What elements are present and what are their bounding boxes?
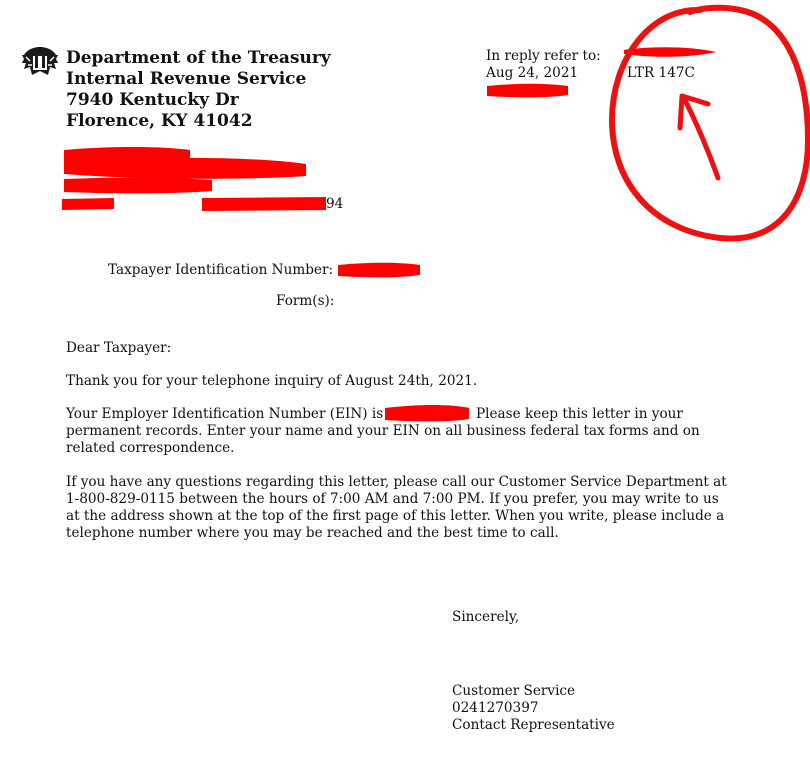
- redaction-reference-number: [624, 47, 716, 57]
- annotation-circle: [612, 8, 808, 239]
- agency-line-1: Department of the Treasury: [66, 48, 331, 68]
- ein-paragraph-line-3: related correspondence.: [66, 440, 235, 456]
- letter-date: Aug 24, 2021: [486, 65, 579, 81]
- redaction-under-date: [487, 84, 568, 98]
- annotation-arrow-shaft: [684, 98, 718, 178]
- tin-label: Taxpayer Identification Number:: [108, 262, 334, 278]
- redaction-tin: [338, 263, 420, 278]
- recipient-address-fragment: 94: [326, 196, 344, 212]
- salutation: Dear Taxpayer:: [66, 340, 172, 356]
- forms-label: Form(s):: [276, 293, 335, 309]
- ein-keep-note: Please keep this letter in your: [476, 406, 683, 422]
- redaction-recipient-line-1b: [64, 158, 306, 179]
- signature-line-2: 0241270397: [452, 700, 539, 716]
- paragraph-thank-you: Thank you for your telephone inquiry of August 24th, 2021.: [66, 373, 478, 389]
- redaction-recipient-line-2: [64, 178, 212, 194]
- agency-line-2: Internal Revenue Service: [66, 69, 307, 89]
- redaction-recipient-line-3b: [202, 197, 326, 211]
- signature-line-1: Customer Service: [452, 683, 576, 699]
- letter-code: LTR 147C: [627, 65, 695, 81]
- signature-line-3: Contact Representative: [452, 717, 615, 733]
- redaction-recipient-line-3a: [62, 198, 114, 210]
- ein-paragraph-line-2: permanent records. Enter your name and your EIN on all business federal tax forms and on: [66, 423, 700, 439]
- valediction: Sincerely,: [452, 609, 520, 625]
- agency-line-3: 7940 Kentucky Dr: [66, 90, 239, 110]
- agency-line-4: Florence, KY 41042: [66, 111, 253, 131]
- questions-line-3: at the address shown at the top of the first page of this letter. When you write, please include a: [66, 508, 725, 524]
- questions-line-1: If you have any questions regarding this letter, please call our Customer Service Department at: [66, 474, 727, 490]
- reply-refer-label: In reply refer to:: [486, 48, 601, 64]
- questions-line-4: telephone number where you may be reached and the best time to call.: [66, 525, 559, 541]
- questions-line-2: 1-800-829-0115 between the hours of 7:00 AM and 7:00 PM. If you prefer, you may write to us: [66, 491, 719, 507]
- redaction-ein: [385, 405, 469, 421]
- ein-lead: Your Employer Identification Number (EIN) is: [66, 406, 384, 422]
